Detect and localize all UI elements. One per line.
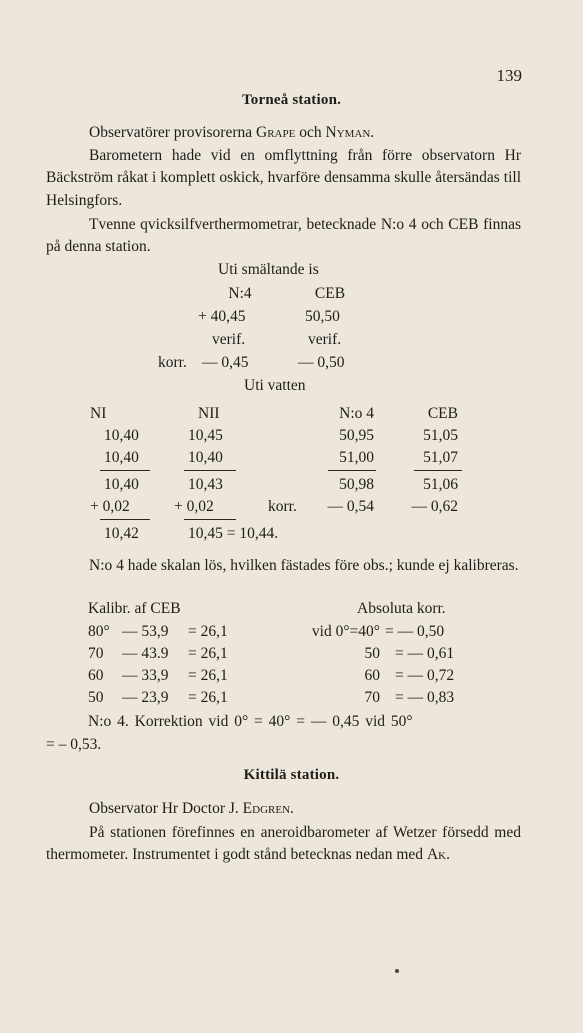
sum-rule [184, 470, 236, 471]
sum-rule [100, 470, 150, 471]
melting-korr-ceb: — 0,50 [298, 354, 345, 371]
water-header-nii: NII [198, 405, 220, 422]
page-number: 139 [496, 66, 522, 85]
paragraph-aneroid: På stationen förefinnes en aneroidbarometer af Wetzer försedd med thermometer. Instrumentet i godt stånd betecknas nedan med Ak. [46, 824, 521, 864]
observers-line: Observatörer provisorerna Grape och Nyman. [89, 124, 375, 141]
water-header-ni: NI [90, 405, 107, 422]
final-value-b: 10,45 = 10,44. [188, 525, 279, 542]
melting-col-n4: N:4 [228, 285, 252, 302]
paragraph-barometer: Barometern hade vid en omflyttning från förre observatorn Hr Bäckström råkat i komplett oskick, hvarföre densamma skulle återsändas till Helsingfors. [46, 147, 521, 209]
melting-value-ceb: 50,50 [305, 308, 340, 325]
sum-rule [414, 470, 462, 471]
melting-col-ceb: CEB [314, 285, 346, 302]
water-header-no4: N:o 4 [339, 405, 374, 422]
melting-verif-n4: verif. [212, 331, 246, 348]
ink-speck [395, 969, 399, 973]
kalibr-title: Kalibr. af CEB [88, 600, 181, 617]
water-header-ceb: CEB [427, 405, 458, 422]
section-heading-kittila: Kittilä station. [243, 767, 340, 783]
sum-rule [328, 470, 376, 471]
final-value-a: 10,42 [104, 525, 139, 542]
melting-ice-title: Uti smältande is [218, 261, 319, 278]
melting-korr-n4: — 0,45 [202, 354, 249, 371]
final-rule [100, 519, 150, 520]
water-title: Uti vatten [244, 377, 306, 394]
korrektion-line: N:o 4. Korrektion vid 0° = 40° = — 0,45 vid 50° [88, 713, 413, 730]
melting-verif-ceb: verif. [308, 331, 342, 348]
water-korr-label: korr. [268, 498, 297, 515]
section-heading-tornea: Torneå station. [241, 92, 342, 108]
korrektion-line-cont: = – 0,53. [46, 736, 102, 753]
document-page: 139 Torneå station. Observatörer provisorerna Grape och Nyman. Barometern hade vid en omflyttning från förre observatorn Hr Bäckström råkat i komplett oskick, hvarföre densamma skulle återsändas till Helsingfors. Tvenne qvicksilfverthermometrar, betecknade N:o 4 och CEB finnas på denna station. Uti smältande is N:4 CEB + 40,45 50,50 verif. verif. korr. — 0,45 — 0,50 Uti vatten NI NII N:o 4 CEB 10,40 10,45 50,95 51,05 10,40 10,40 51,00 51,07 10,40 10,43 50,98 51,06 + 0,02 + 0,02 korr. — 0,54 — 0,62 10,42 10,45 = 10,44. N:o 4 hade skalan lös, hvilken fästades före obs.; kunde ej kalibreras. Kalibr. af CEB Absoluta korr. 80° — 53,9 = 26,1 vid 0°=40° = — 0,50 70 — 43.9 = 26,1 50 = — 0,61 60 — 33,9 = 26,1 60 = — 0,72 50 — 23,9 = 26,1 70 = — 0,83 N:o 4. Korrektion vid 0° = 40° = — 0,45 vid 50° = – 0,53. Kittilä station. Observator Hr Doctor J. Edgren. På stationen förefinnes en aneroidbarometer af Wetzer försedd med thermometer. Instrumentet i godt stånd betecknas nedan med Ak. [0, 0, 583, 1033]
melting-korr-label: korr. [158, 354, 187, 371]
paragraph-no4-scale: N:o 4 hade skalan lös, hvilken fästades före obs.; kunde ej kalibreras. [89, 557, 519, 574]
melting-value-n4: + 40,45 [198, 308, 246, 325]
final-rule [184, 519, 236, 520]
absolute-korr-title: Absoluta korr. [357, 600, 446, 617]
observer-line: Observator Hr Doctor J. Edgren. [89, 800, 294, 817]
paragraph-thermometers: Tvenne qvicksilfverthermometrar, betecknade N:o 4 och CEB finnas på denna station. [46, 216, 521, 256]
